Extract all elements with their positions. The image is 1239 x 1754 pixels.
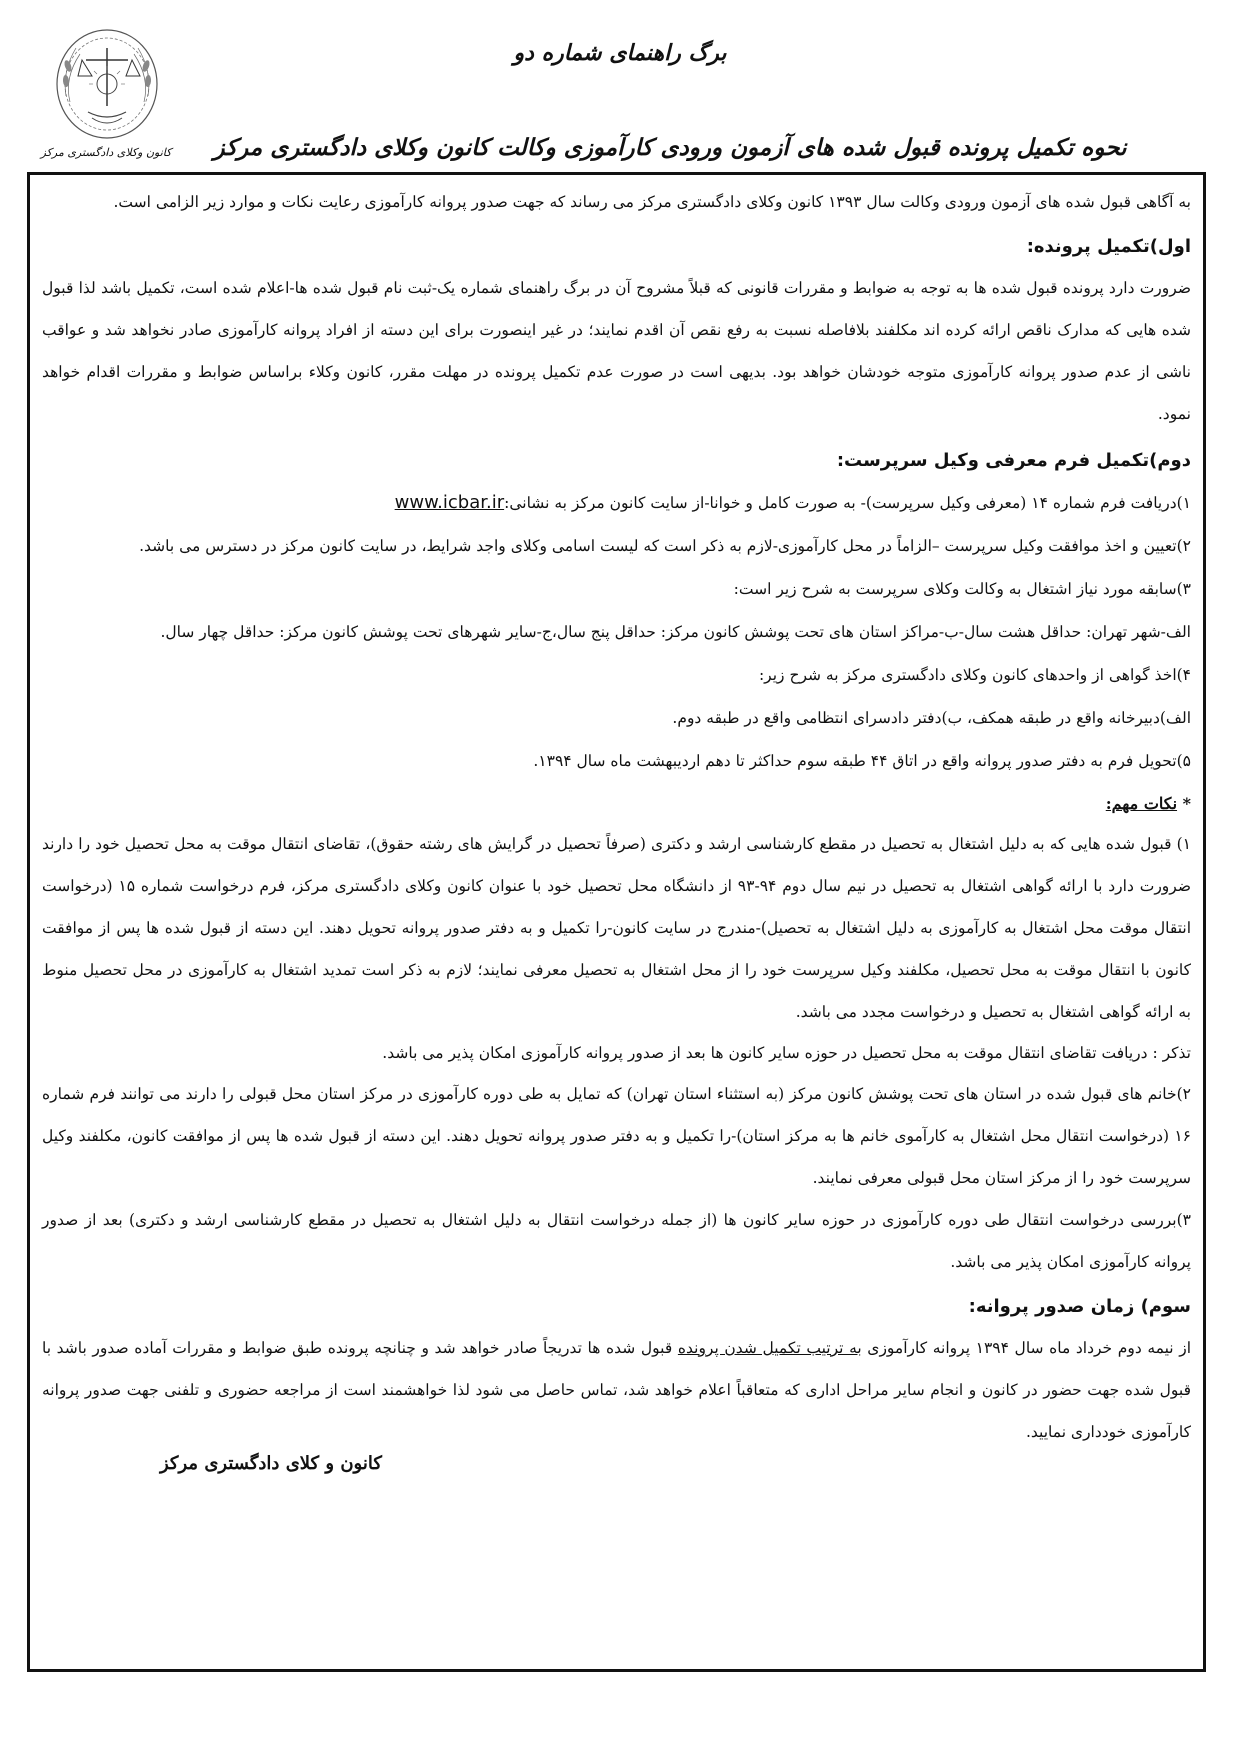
bar-association-seal-logo [52, 26, 162, 144]
important-notes-heading [42, 785, 1191, 823]
section-3-body-part-1: از نیمه دوم خرداد ماه سال ۱۳۹۴ پروانه کارآموزی [861, 1339, 1192, 1357]
reminder-note: تذکر : دریافت تقاضای انتقال موقت به محل تحصیل در حوزه سایر کانون ها بعد از صدور پروانه کارآموزی امکان پذیر می باشد. [382, 1044, 1191, 1062]
section-2-item-4: ۴)اخذ گواهی از واحدهای کانون وکلای دادگستری مرکز به شرح زیر: [758, 666, 1191, 684]
section-3-heading: سوم) زمان صدور پروانه: [968, 1296, 1191, 1317]
content-body [42, 181, 1191, 1453]
section-2-item-3: ۳)سابقه مورد نیاز اشتغال به وکالت وکلای سرپرست به شرح زیر است: [733, 580, 1191, 598]
important-notes-label: نکات مهم: [1105, 794, 1178, 813]
section-2-item-1-text: ۱)دریافت فرم شماره ۱۴ (معرفی وکیل سرپرست)- به صورت کامل و خوانا-از سایت کانون مرکز به نشانی: [504, 494, 1191, 512]
section-2-item-1 [42, 481, 1191, 525]
section-3-underlined-phrase: به ترتیب تکمیل شدن پرونده [677, 1339, 862, 1357]
website-link[interactable]: www.icbar.ir [394, 492, 505, 513]
section-2-item-2: ۲)تعیین و اخذ موافقت وکیل سرپرست –الزاماً در محل کارآموزی-لازم به ذکر است که لیست اسامی وکلای واجد شرایط، در سایت کانون مرکز در دسترس می باشد. [139, 537, 1191, 555]
document-label: برگ راهنمای شماره دو [513, 40, 727, 66]
asterisk-mark: * [1182, 794, 1191, 813]
content-box [27, 172, 1206, 1672]
section-1-heading: اول)تکمیل پرونده: [1026, 236, 1191, 257]
section-3-body-part-2: قبول شده ها تدریجاً صادر خواهد شد و چنانچه پرونده طبق ضوابط و مقررات آماده صدور باشد با قبول شده جهت حضور در کانون و انجام سایر مراحل اداری که متعاقباً اعلام خواهد شد، تماس حاصل می شود لذا خواهشمند است از مراجعه حضوری و تلفنی جهت صدور پروانه کارآموزی خودداری نمایید. [42, 1339, 1191, 1441]
section-2-heading: دوم)تکمیل فرم معرفی وکیل سرپرست: [836, 450, 1191, 471]
logo-caption: کانون وکلای دادگستری مرکز [40, 146, 172, 159]
section-2-item-4-detail: الف)دبیرخانه واقع در طبقه همکف، ب)دفتر دادسرای انتظامی واقع در طبقه دوم. [672, 709, 1191, 727]
section-3-body [42, 1327, 1191, 1453]
note-1: ۱) قبول شده هایی که به دلیل اشتغال به تحصیل در مقطع کارشناسی ارشد و دکتری (صرفاً تحصیل در گرایش های رشته حقوق)، تقاضای انتقال موقت به محل تحصیل خود را دارند ضرورت دارد با ارائه گواهی اشتغال به تحصیل در نیم سال دوم ۹۴-۹۳ از دانشگاه محل تحصیل خود با عنوان کانون وکلای دادگستری مرکز، فرم درخواست شماره ۱۵ (درخواست انتقال موقت محل اشتغال به کارآموزی به دلیل اشتغال به تحصیل)-مندرج در سایت کانون-را تکمیل و به دفتر صدور پروانه تحویل دهند. این دسته از قبول شده ها پس از موافقت کانون با انتقال موقت به محل تحصیل، مکلفند وکیل سرپرست خود را از محل اشتغال به تحصیل معرفی نمایند؛ لازم به ذکر است تمدید اشتغال به کارآموزی در محل تحصیل منوط به ارائه گواهی اشتغال به تحصیل و درخواست مجدد می باشد. [42, 835, 1191, 1021]
document-title: نحوه تکمیل پرونده قبول شده های آزمون ورودی کارآموزی وکالت کانون وکلای دادگستری مرکز [213, 134, 1127, 161]
section-2-item-5: ۵)تحویل فرم به دفتر صدور پروانه واقع در اتاق ۴۴ طبقه سوم حداکثر تا دهم اردیبهشت ماه سال ۱۳۹۴. [533, 752, 1191, 770]
section-1-body: ضرورت دارد پرونده قبول شده ها به توجه به ضوابط و مقررات قانونی که قبلاً مشروح آن در برگ راهنمای شماره یک-ثبت نام قبول شده ها-اعلام شده است، تکمیل باشد لذا قبول شده هایی که مدارک ناقص ارائه کرده اند مکلفند بلافاصله نسبت به رفع نقص آن اقدم نمایند؛ در غیر اینصورت برای این دسته از افراد پروانه کارآموزی صادر نخواهد شد و عواقب ناشی از عدم صدور پروانه کارآموزی متوجه خودشان خواهد بود. بدیهی است در صورت عدم تکمیل پرونده در مهلت مقرر، کانون وکلاء براساس ضوابط و مقررات اقدام خواهد نمود. [42, 279, 1191, 423]
note-3: ۳)بررسی درخواست انتقال طی دوره کارآموزی در حوزه سایر کانون ها (از جمله درخواست انتقال به دلیل اشتغال به تحصیل در مقطع کارشناسی ارشد و دکتری) بعد از صدور پروانه کارآموزی امکان پذیر می باشد. [42, 1211, 1191, 1271]
signature: کانون و کلای دادگستری مرکز [160, 1453, 382, 1474]
section-2-item-3-detail: الف-شهر تهران: حداقل هشت سال-ب-مراکز استان های تحت پوشش کانون مرکز: حداقل پنج سال،ج-سایر شهرهای تحت پوشش کانون مرکز: حداقل چهار سال. [160, 623, 1191, 641]
intro-paragraph: به آگاهی قبول شده های آزمون ورودی وکالت سال ۱۳۹۳ کانون وکلای دادگستری مرکز می رساند که جهت صدور پروانه کارآموزی رعایت نکات و موارد زیر الزامی است. [113, 193, 1191, 211]
note-2: ۲)خانم های قبول شده در استان های تحت پوشش کانون مرکز (به استثناء استان تهران) که تمایل به طی دوره کارآموزی در مرکز استان محل قبولی را دارند می توانند فرم شماره ۱۶ (درخواست انتقال محل اشتغال به کارآموی خانم ها به مرکز استان)-را تکمیل و به دفتر صدور پروانه تحویل دهند. این دسته از قبول شده ها پس از موافقت کانون، مکلفند وکیل سرپرست خود را از مرکز استان محل قبولی معرفی نمایند. [42, 1085, 1191, 1187]
